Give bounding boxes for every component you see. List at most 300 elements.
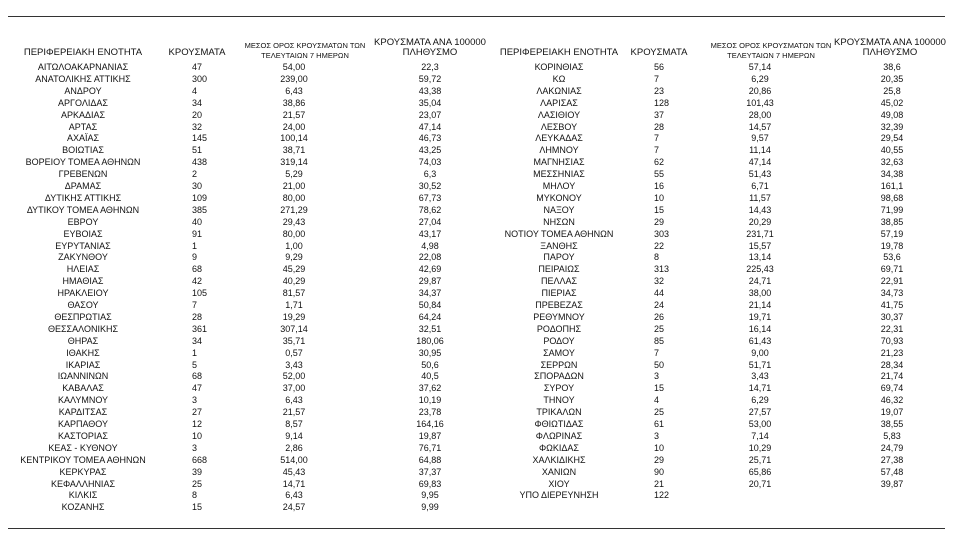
table-row xyxy=(0,418,953,430)
avg7-cell: 51,43 xyxy=(748,169,772,180)
avg7-cell: 38,71 xyxy=(282,145,306,156)
region-cell: ΝΑΞΟΥ xyxy=(543,204,575,215)
cases-cell: 34 xyxy=(192,335,203,346)
per100k-cell: 21,74 xyxy=(880,371,904,382)
table-row xyxy=(0,442,953,454)
avg7-cell: 51,71 xyxy=(748,359,772,370)
table-row xyxy=(0,204,953,216)
avg7-cell: 271,29 xyxy=(280,204,308,215)
avg7-cell: 231,71 xyxy=(746,228,774,239)
region-cell: ΦΛΩΡΙΝΑΣ xyxy=(535,430,583,441)
cases-cell: 438 xyxy=(192,157,208,168)
region-cell: ΣΕΡΡΩΝ xyxy=(540,359,578,370)
region-cell: ΑΧΑΪΑΣ xyxy=(66,133,100,144)
avg7-cell: 3,43 xyxy=(751,371,769,382)
table-row xyxy=(0,478,953,490)
region-cell: ΙΘΑΚΗΣ xyxy=(66,347,100,358)
per100k-cell: 30,37 xyxy=(880,311,904,322)
avg7-cell: 307,14 xyxy=(280,323,308,334)
cases-cell: 42 xyxy=(192,276,203,287)
cases-cell: 668 xyxy=(192,454,208,465)
table-row xyxy=(0,347,953,359)
region-cell: ΠΕΛΛΑΣ xyxy=(540,276,578,287)
avg7-cell: 14,43 xyxy=(748,204,772,215)
avg7-cell: 514,00 xyxy=(280,454,308,465)
avg7-cell: 319,14 xyxy=(280,157,308,168)
cases-cell: 7 xyxy=(192,300,198,310)
cases-cell: 51 xyxy=(192,145,203,156)
cases-cell: 16 xyxy=(654,181,665,191)
region-cell: ΓΡΕΒΕΝΩΝ xyxy=(58,169,108,180)
region-cell: ΣΠΟΡΑΔΩΝ xyxy=(534,371,584,382)
per100k-cell: 19,87 xyxy=(418,430,442,441)
avg7-cell: 20,29 xyxy=(748,216,772,227)
per100k-cell: 45,02 xyxy=(880,97,904,108)
avg7-cell: 2,86 xyxy=(285,442,303,453)
cases-cell: 3 xyxy=(654,430,660,441)
cases-cell: 28 xyxy=(192,311,203,322)
per100k-cell: 29,54 xyxy=(880,133,904,144)
avg7-cell: 3,43 xyxy=(285,359,303,370)
avg7-cell: 9,14 xyxy=(285,430,303,441)
avg7-cell: 10,29 xyxy=(748,442,772,453)
region-cell: ΒΟΡΕΙΟΥ ΤΟΜΕΑ ΑΘΗΝΩΝ xyxy=(25,157,141,168)
per100k-cell: 9,99 xyxy=(421,502,439,513)
per100k-cell: 38,55 xyxy=(880,419,904,429)
per100k-cell: 29,87 xyxy=(418,276,442,287)
cases-cell: 29 xyxy=(654,216,665,227)
per100k-cell: 35,04 xyxy=(418,97,442,108)
table-row xyxy=(0,121,953,133)
cases-cell: 385 xyxy=(192,204,208,215)
per100k-cell: 30,52 xyxy=(418,181,442,191)
table-row xyxy=(0,406,953,418)
per100k-cell: 78,62 xyxy=(418,204,442,215)
table-bottom-rule xyxy=(8,528,945,529)
region-cell: ΣΥΡΟΥ xyxy=(543,383,575,394)
avg7-cell: 29,43 xyxy=(282,216,306,227)
region-cell: ΚΙΛΚΙΣ xyxy=(68,490,98,501)
per100k-cell: 34,73 xyxy=(880,288,904,299)
region-cell: ΥΠΟ ΔΙΕΡΕΥΝΗΣΗ xyxy=(519,490,599,501)
per100k-cell: 71,99 xyxy=(880,204,904,215)
per100k-cell: 34,38 xyxy=(880,169,904,180)
cases-cell: 47 xyxy=(192,62,203,72)
cases-cell: 68 xyxy=(192,371,203,382)
cases-cell: 21 xyxy=(654,478,665,489)
per100k-cell: 32,63 xyxy=(880,157,904,168)
cases-cell: 28 xyxy=(654,121,665,132)
table-row xyxy=(0,144,953,156)
region-cell: ΕΒΡΟΥ xyxy=(67,216,99,227)
per100k-cell: 67,73 xyxy=(418,192,442,203)
table-row xyxy=(0,97,953,109)
per100k-cell: 42,69 xyxy=(418,264,442,275)
avg7-cell: 100,14 xyxy=(280,133,308,144)
region-cell: ΑΡΚΑΔΙΑΣ xyxy=(60,109,106,120)
table-row xyxy=(0,454,953,466)
avg7-cell: 20,71 xyxy=(748,478,772,489)
per100k-cell: 37,37 xyxy=(418,466,442,477)
per100k-cell: 4,98 xyxy=(421,240,439,251)
region-cell: ΦΘΙΩΤΙΔΑΣ xyxy=(534,419,584,429)
per100k-cell: 69,74 xyxy=(880,383,904,394)
region-cell: ΛΕΣΒΟΥ xyxy=(540,121,578,132)
avg7-cell: 7,14 xyxy=(751,430,769,441)
table-row xyxy=(0,216,953,228)
avg7-cell: 52,00 xyxy=(282,371,306,382)
avg7-cell: 40,29 xyxy=(282,276,306,287)
region-cell: ΑΡΤΑΣ xyxy=(68,121,98,132)
cases-cell: 25 xyxy=(654,407,665,418)
per100k-cell: 69,71 xyxy=(880,264,904,275)
avg7-cell: 6,43 xyxy=(285,490,303,501)
region-cell: ΚΕΦΑΛΛΗΝΙΑΣ xyxy=(50,478,116,489)
region-cell: ΚΟΡΙΝΘΙΑΣ xyxy=(534,62,584,72)
avg7-cell: 239,00 xyxy=(280,73,308,84)
region-cell: ΛΑΣΙΘΙΟΥ xyxy=(537,109,581,120)
avg7-cell: 21,00 xyxy=(282,181,306,191)
cases-cell: 7 xyxy=(654,347,660,358)
cases-cell: 29 xyxy=(654,454,665,465)
cases-cell: 91 xyxy=(192,228,203,239)
table-row xyxy=(0,323,953,335)
region-cell: ΧΙΟΥ xyxy=(548,478,570,489)
table-row xyxy=(0,251,953,263)
per100k-cell: 57,48 xyxy=(880,466,904,477)
table-row xyxy=(0,430,953,442)
region-cell: ΠΕΙΡΑΙΩΣ xyxy=(538,264,580,275)
region-cell: ΦΩΚΙΔΑΣ xyxy=(539,442,579,453)
region-cell: ΜΥΚΟΝΟΥ xyxy=(536,192,582,203)
avg7-cell: 21,57 xyxy=(282,407,306,418)
per100k-cell: 32,39 xyxy=(880,121,904,132)
region-cell: ΑΝΑΤΟΛΙΚΗΣ ΑΤΤΙΚΗΣ xyxy=(35,73,131,84)
avg7-cell: 6,43 xyxy=(285,85,303,96)
avg7-cell: 45,43 xyxy=(282,466,306,477)
per100k-cell: 64,88 xyxy=(418,454,442,465)
region-cell: ΠΑΡΟΥ xyxy=(543,252,575,263)
avg7-cell: 6,43 xyxy=(285,395,303,406)
avg7-cell: 21,14 xyxy=(748,300,772,310)
avg7-cell: 0,57 xyxy=(285,347,303,358)
avg7-cell: 11,57 xyxy=(749,192,771,203)
cases-cell: 4 xyxy=(192,85,198,96)
table-row xyxy=(0,311,953,323)
per100k-cell: 74,03 xyxy=(418,157,442,168)
table-row xyxy=(0,263,953,275)
region-cell: ΜΑΓΝΗΣΙΑΣ xyxy=(533,157,585,168)
cases-cell: 20 xyxy=(192,109,203,120)
avg7-cell: 15,57 xyxy=(748,240,772,251)
region-cell: ΡΟΔΟΠΗΣ xyxy=(536,323,582,334)
table-row xyxy=(0,240,953,252)
cases-cell: 105 xyxy=(192,288,208,299)
avg7-cell: 6,29 xyxy=(751,73,769,84)
avg7-cell: 45,29 xyxy=(282,264,306,275)
region-cell: ΣΑΜΟΥ xyxy=(543,347,575,358)
region-cell: ΝΟΤΙΟΥ ΤΟΜΕΑ ΑΘΗΝΩΝ xyxy=(504,228,614,239)
avg7-cell: 57,14 xyxy=(748,62,772,72)
avg7-cell: 9,57 xyxy=(751,133,769,144)
per100k-cell: 38,85 xyxy=(880,216,904,227)
cases-cell: 22 xyxy=(654,240,665,251)
per100k-cell: 70,93 xyxy=(880,335,904,346)
avg7-cell: 8,57 xyxy=(285,419,303,429)
cases-cell: 15 xyxy=(654,383,665,394)
region-cell: ΚΑΡΔΙΤΣΑΣ xyxy=(58,407,108,418)
cases-cell: 26 xyxy=(654,311,665,322)
per100k-cell: 19,78 xyxy=(880,240,904,251)
per100k-cell: 25,8 xyxy=(883,85,901,96)
table-row xyxy=(0,466,953,478)
avg7-cell: 24,71 xyxy=(748,276,772,287)
per100k-cell: 180,06 xyxy=(416,335,444,346)
cases-cell: 12 xyxy=(192,419,203,429)
cases-cell: 90 xyxy=(654,466,665,477)
per100k-cell: 47,14 xyxy=(418,121,442,132)
region-cell: ΘΕΣΣΑΛΟΝΙΚΗΣ xyxy=(47,323,119,334)
cases-cell: 39 xyxy=(192,466,203,477)
cases-cell: 303 xyxy=(654,228,670,239)
cases-cell: 4 xyxy=(654,395,660,406)
cases-cell: 361 xyxy=(192,323,208,334)
region-cell: ΘΗΡΑΣ xyxy=(67,335,99,346)
cases-cell: 7 xyxy=(654,145,660,156)
region-cell: ΚΑΒΑΛΑΣ xyxy=(62,383,104,394)
table-row xyxy=(0,359,953,371)
cases-cell: 7 xyxy=(654,133,660,144)
per100k-cell: 57,19 xyxy=(880,228,904,239)
cases-cell: 47 xyxy=(192,383,203,394)
per100k-cell: 24,79 xyxy=(880,442,904,453)
avg7-cell: 9,00 xyxy=(751,347,769,358)
avg7-cell: 54,00 xyxy=(282,62,306,72)
region-cell: ΘΕΣΠΡΩΤΙΑΣ xyxy=(54,311,112,322)
region-cell: ΧΑΝΙΩΝ xyxy=(541,466,577,477)
region-cell: ΗΡΑΚΛΕΙΟΥ xyxy=(57,288,109,299)
region-cell: ΚΕΑΣ - ΚΥΘΝΟΥ xyxy=(48,442,118,453)
per100k-cell: 10,19 xyxy=(418,395,442,406)
header-per100k-left: ΚΡΟΥΣΜΑΤΑ ΑΝΑ 100000 ΠΛΗΘΥΣΜΟ xyxy=(374,37,486,58)
avg7-cell: 14,71 xyxy=(748,383,772,394)
table-row xyxy=(0,394,953,406)
region-cell: ΖΑΚΥΝΘΟΥ xyxy=(58,252,108,263)
per100k-cell: 20,35 xyxy=(880,73,904,84)
per100k-cell: 22,3 xyxy=(421,62,439,72)
cases-cell: 10 xyxy=(654,442,665,453)
region-cell: ΑΝΔΡΟΥ xyxy=(64,85,102,96)
header-region-right: ΠΕΡΙΦΕΡΕΙΑΚΗ ΕΝΟΤΗΤΑ xyxy=(499,47,619,58)
header-per100k-right: ΚΡΟΥΣΜΑΤΑ ΑΝΑ 100000 ΠΛΗΘΥΣΜΟ xyxy=(834,37,946,58)
avg7-cell: 25,71 xyxy=(748,454,772,465)
avg7-cell: 13,14 xyxy=(748,252,772,263)
region-cell: ΔΥΤΙΚΗΣ ΑΤΤΙΚΗΣ xyxy=(44,192,122,203)
cases-cell: 15 xyxy=(654,204,665,215)
cases-cell: 27 xyxy=(192,407,203,418)
per100k-cell: 43,38 xyxy=(418,85,442,96)
region-cell: ΔΥΤΙΚΟΥ ΤΟΜΕΑ ΑΘΗΝΩΝ xyxy=(26,204,140,215)
region-cell: ΞΑΝΘΗΣ xyxy=(540,240,578,251)
cases-cell: 3 xyxy=(192,442,198,453)
avg7-cell: 38,00 xyxy=(748,288,772,299)
region-cell: ΗΛΕΙΑΣ xyxy=(66,264,100,275)
per100k-cell: 23,78 xyxy=(418,407,442,418)
region-cell: ΕΥΡΥΤΑΝΙΑΣ xyxy=(55,240,111,251)
region-cell: ΤΗΝΟΥ xyxy=(543,395,575,406)
avg7-cell: 101,43 xyxy=(746,97,774,108)
cases-cell: 62 xyxy=(654,157,665,168)
table-row xyxy=(0,192,953,204)
table-row xyxy=(0,228,953,240)
cases-cell: 8 xyxy=(654,252,660,263)
table-row xyxy=(0,132,953,144)
avg7-cell: 24,00 xyxy=(282,121,306,132)
cases-cell: 3 xyxy=(654,371,660,382)
region-cell: ΝΗΣΩΝ xyxy=(543,216,575,227)
avg7-cell: 5,29 xyxy=(285,169,303,180)
region-cell: ΧΑΛΚΙΔΙΚΗΣ xyxy=(532,454,586,465)
per100k-cell: 59,72 xyxy=(418,73,442,84)
cases-cell: 32 xyxy=(654,276,665,287)
cases-cell: 24 xyxy=(654,300,665,310)
per100k-cell: 22,91 xyxy=(880,276,904,287)
avg7-cell: 1,00 xyxy=(285,240,303,251)
cases-cell: 122 xyxy=(654,490,670,501)
per100k-cell: 40,5 xyxy=(421,371,439,382)
avg7-cell: 16,14 xyxy=(748,323,772,334)
table-row xyxy=(0,156,953,168)
per100k-cell: 37,62 xyxy=(418,383,442,394)
table-row xyxy=(0,287,953,299)
avg7-cell: 81,57 xyxy=(282,288,306,299)
table-row xyxy=(0,299,953,311)
avg7-cell: 80,00 xyxy=(282,228,306,239)
region-cell: ΚΕΝΤΡΙΚΟΥ ΤΟΜΕΑ ΑΘΗΝΩΝ xyxy=(20,454,146,465)
region-cell: ΚΩ xyxy=(552,73,566,84)
per100k-cell: 41,75 xyxy=(880,300,904,310)
avg7-cell: 38,86 xyxy=(282,97,306,108)
per100k-cell: 5,83 xyxy=(883,430,901,441)
per100k-cell: 69,83 xyxy=(418,478,442,489)
per100k-cell: 43,25 xyxy=(418,145,442,156)
region-cell: ΑΙΤΩΛΟΑΚΑΡΝΑΝΙΑΣ xyxy=(37,62,129,72)
avg7-cell: 65,86 xyxy=(748,466,772,477)
table-row xyxy=(0,382,953,394)
cases-cell: 55 xyxy=(654,169,665,180)
per100k-cell: 38,6 xyxy=(883,62,901,72)
cases-cell: 145 xyxy=(192,133,208,144)
cases-cell: 37 xyxy=(654,109,665,120)
table-row xyxy=(0,335,953,347)
per100k-cell: 34,37 xyxy=(418,288,442,299)
cases-cell: 32 xyxy=(192,121,203,132)
avg7-cell: 80,00 xyxy=(282,192,306,203)
table-row xyxy=(0,85,953,97)
table-row xyxy=(0,180,953,192)
per100k-cell: 39,87 xyxy=(880,478,904,489)
region-cell: ΔΡΑΜΑΣ xyxy=(64,181,102,191)
cases-cell: 44 xyxy=(654,288,665,299)
per100k-cell: 23,07 xyxy=(418,109,442,120)
region-cell: ΜΕΣΣΗΝΙΑΣ xyxy=(533,169,585,180)
cases-cell: 50 xyxy=(654,359,665,370)
cases-cell: 1 xyxy=(192,240,198,251)
per100k-cell: 46,32 xyxy=(880,395,904,406)
cases-cell: 40 xyxy=(192,216,203,227)
avg7-cell: 9,29 xyxy=(285,252,303,263)
per100k-cell: 49,08 xyxy=(880,109,904,120)
cases-cell: 109 xyxy=(192,192,208,203)
table-row xyxy=(0,73,953,85)
region-cell: ΤΡΙΚΑΛΩΝ xyxy=(536,407,582,418)
cases-cell: 34 xyxy=(192,97,203,108)
cases-cell: 8 xyxy=(192,490,198,501)
region-cell: ΡΕΘΥΜΝΟΥ xyxy=(533,311,585,322)
cases-cell: 3 xyxy=(192,395,198,406)
region-cell: ΘΑΣΟΥ xyxy=(67,300,99,310)
header-avg7-right: ΜΕΣΟΣ ΟΡΟΣ ΚΡΟΥΣΜΑΤΩΝ ΤΩΝ ΤΕΛΕΥΤΑΙΩΝ 7 ΗΜΕΡΩΝ xyxy=(710,41,832,60)
table-row xyxy=(0,168,953,180)
avg7-cell: 19,29 xyxy=(282,311,306,322)
table-row xyxy=(0,275,953,287)
header-cases-right: ΚΡΟΥΣΜΑΤΑ xyxy=(630,47,688,58)
avg7-cell: 19,71 xyxy=(748,311,772,322)
region-cell: ΚΑΡΠΑΘΟΥ xyxy=(57,419,109,429)
header-avg7-left: ΜΕΣΟΣ ΟΡΟΣ ΚΡΟΥΣΜΑΤΩΝ ΤΩΝ ΤΕΛΕΥΤΑΙΩΝ 7 ΗΜΕΡΩΝ xyxy=(244,41,366,60)
avg7-cell: 20,86 xyxy=(748,85,772,96)
per100k-cell: 46,73 xyxy=(418,133,442,144)
cases-cell: 56 xyxy=(654,62,665,72)
avg7-cell: 24,57 xyxy=(282,502,306,513)
avg7-cell: 11,14 xyxy=(749,145,771,156)
avg7-cell: 21,57 xyxy=(282,109,306,120)
per100k-cell: 22,08 xyxy=(418,252,442,263)
table-row xyxy=(0,370,953,382)
cases-cell: 300 xyxy=(192,73,208,84)
table-row xyxy=(0,501,953,513)
region-cell: ΚΟΖΑΝΗΣ xyxy=(61,502,105,513)
region-cell: ΛΑΡΙΣΑΣ xyxy=(540,97,578,108)
per100k-cell: 27,04 xyxy=(418,216,442,227)
cases-cell: 15 xyxy=(192,502,203,513)
per100k-cell: 50,6 xyxy=(421,359,439,370)
per100k-cell: 9,95 xyxy=(421,490,439,501)
avg7-cell: 35,71 xyxy=(282,335,306,346)
region-cell: ΚΑΣΤΟΡΙΑΣ xyxy=(58,430,108,441)
cases-cell: 313 xyxy=(654,264,670,275)
table-row xyxy=(0,61,953,73)
per100k-cell: 76,71 xyxy=(418,442,442,453)
per100k-cell: 161,1 xyxy=(880,181,904,191)
region-cell: ΙΩΑΝΝΙΝΩΝ xyxy=(57,371,109,382)
avg7-cell: 6,71 xyxy=(751,181,769,191)
per100k-cell: 53,6 xyxy=(883,252,901,263)
avg7-cell: 37,00 xyxy=(282,383,306,394)
per100k-cell: 22,31 xyxy=(880,323,904,334)
region-cell: ΚΑΛΥΜΝΟΥ xyxy=(57,395,109,406)
avg7-cell: 61,43 xyxy=(748,335,772,346)
per100k-cell: 28,34 xyxy=(880,359,904,370)
per100k-cell: 6,3 xyxy=(423,169,437,180)
table-row xyxy=(0,489,953,501)
cases-cell: 128 xyxy=(654,97,670,108)
avg7-cell: 28,00 xyxy=(748,109,772,120)
header-cases-left: ΚΡΟΥΣΜΑΤΑ xyxy=(168,47,226,58)
cases-cell: 85 xyxy=(654,335,665,346)
cases-cell: 2 xyxy=(192,169,198,180)
avg7-cell: 1,71 xyxy=(285,300,303,310)
